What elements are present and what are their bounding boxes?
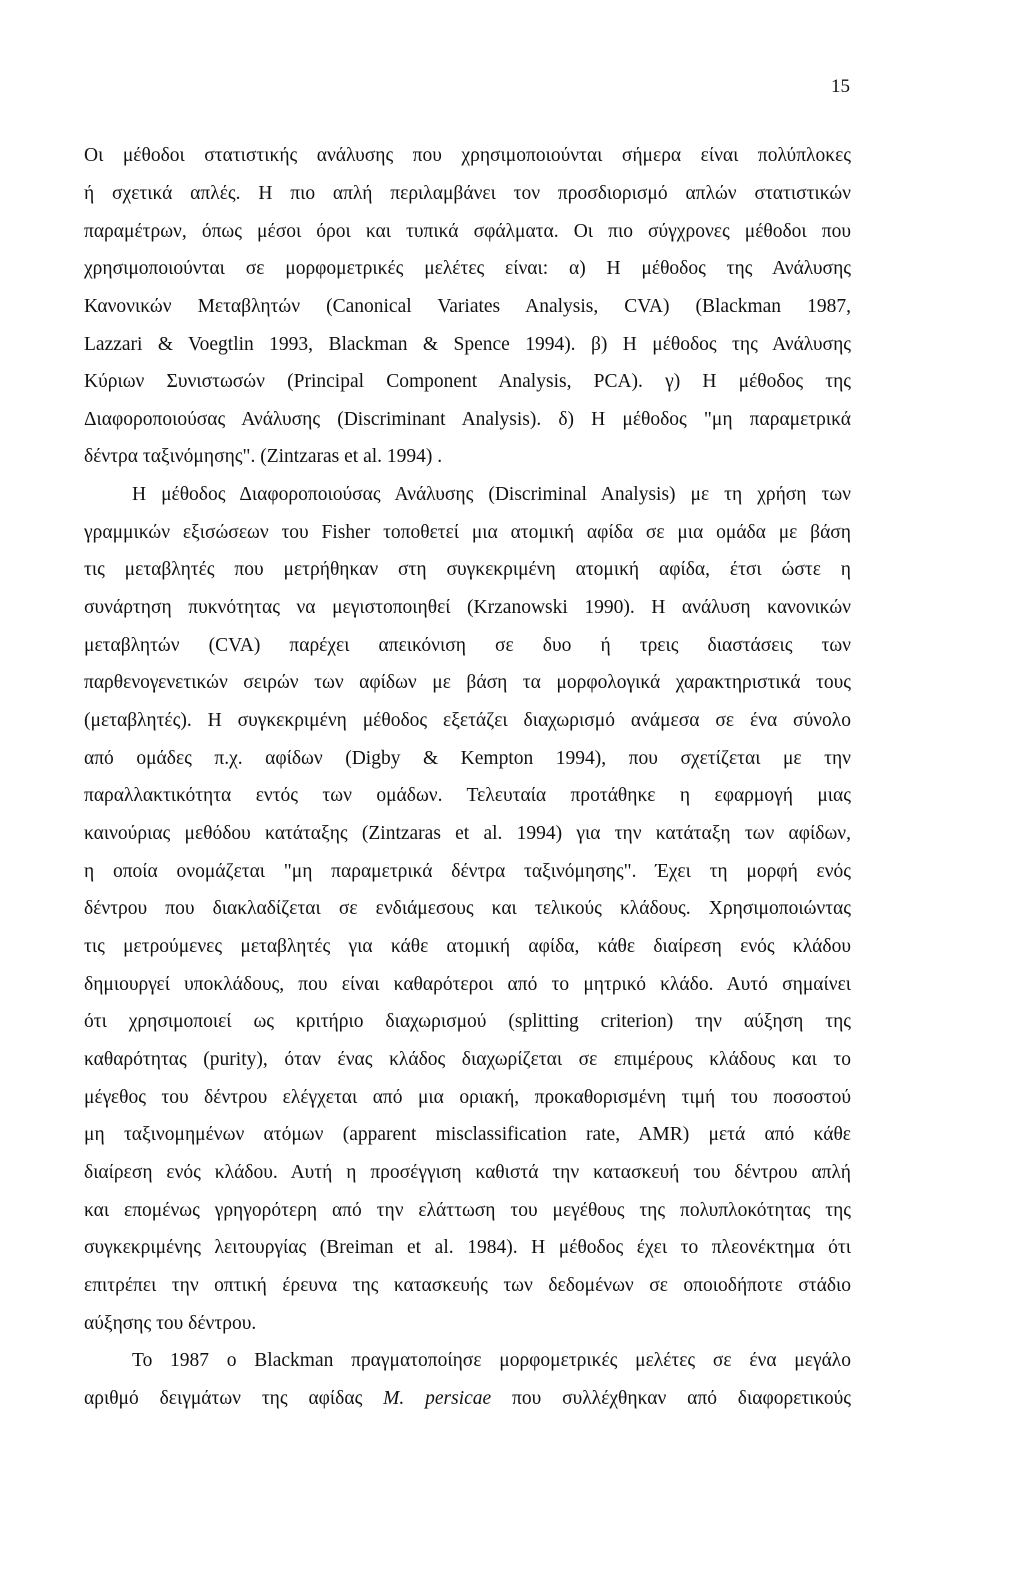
text-line: καθαρότητας (purity), όταν ένας κλάδος διαχωρίζεται σε επιμέρους κλάδους και το <box>84 1049 851 1070</box>
text-line: δέντρου που διακλαδίζεται σε ενδιάμεσους και τελικούς κλάδους. Χρησιμοποιώντας <box>84 898 851 919</box>
species-name: M. persicae <box>383 1388 492 1409</box>
text-line: παραλλακτικότητα εντός των ομάδων. Τελευταία προτάθηκε η εφαρμογή μιας <box>84 785 851 806</box>
text-line: τις μετρούμενες μεταβλητές για κάθε ατομική αφίδα, κάθε διαίρεση ενός κλάδου <box>84 936 851 957</box>
text-line: Διαφοροποιούσας Ανάλυσης (Discriminant Analysis). δ) Η μέθοδος "μη παραμετρικά <box>84 409 851 430</box>
text-line: γραμμικών εξισώσεων του Fisher τοποθετεί μια ατομική αφίδα σε μια ομάδα με βάση <box>84 522 851 543</box>
text-line: (μεταβλητές). Η συγκεκριμένη μέθοδος εξετάζει διαχωρισμό ανάμεσα σε ένα σύνολο <box>84 710 851 731</box>
text-line: παρθενογενετικών σειρών των αφίδων με βάση τα μορφολογικά χαρακτηριστικά τους <box>84 672 851 693</box>
text-line: Το 1987 ο Blackman πραγματοποίησε μορφομετρικές μελέτες σε ένα μεγάλο <box>132 1350 851 1371</box>
text-line: Οι μέθοδοι στατιστικής ανάλυσης που χρησιμοποιούνται σήμερα είναι πολύπλοκες <box>84 145 851 166</box>
text-fragment: αριθμό δειγμάτων της αφίδας <box>84 1388 384 1409</box>
text-line: αύξησης του δέντρου. <box>84 1313 257 1334</box>
text-line: επιτρέπει την οπτική έρευνα της κατασκευής των δεδομένων σε οποιοδήποτε στάδιο <box>84 1275 851 1296</box>
text-line: τις μεταβλητές που μετρήθηκαν στη συγκεκριμένη ατομική αφίδα, έτσι ώστε η <box>84 559 851 580</box>
text-line: και επομένως γρηγορότερη από την ελάττωση του μεγέθους της πολυπλοκότητας της <box>84 1200 851 1221</box>
text-line: η οποία ονομάζεται "μη παραμετρικά δέντρα ταξινόμησης". Έχει τη μορφή ενός <box>84 861 851 882</box>
text-line: χρησιμοποιούνται σε μορφομετρικές μελέτες είναι: α) Η μέθοδος της Ανάλυσης <box>84 258 851 279</box>
text-line: μεταβλητών (CVA) παρέχει απεικόνιση σε δυο ή τρεις διαστάσεις των <box>84 635 851 656</box>
text-line: μέγεθος του δέντρου ελέγχεται από μια οριακή, προκαθορισμένη τιμή του ποσοστού <box>84 1087 851 1108</box>
text-line: παραμέτρων, όπως μέσοι όροι και τυπικά σφάλματα. Οι πιο σύγχρονες μέθοδοι που <box>84 221 851 242</box>
text-line: από ομάδες π.χ. αφίδων (Digby & Kempton 1994), που σχετίζεται με την <box>84 748 851 769</box>
text-line: ότι χρησιμοποιεί ως κριτήριο διαχωρισμού (splitting criterion) την αύξηση της <box>84 1011 851 1032</box>
text-line: μη ταξινομημένων ατόμων (apparent misclassification rate, AMR) μετά από κάθε <box>84 1124 851 1145</box>
text-line: ή σχετικά απλές. Η πιο απλή περιλαμβάνει τον προσδιορισμό απλών στατιστικών <box>84 183 851 204</box>
text-line <box>84 1384 851 1414</box>
text-line: καινούριας μεθόδου κατάταξης (Zintzaras et al. 1994) για την κατάταξη των αφίδων, <box>84 823 851 844</box>
text-line: διαίρεση ενός κλάδου. Αυτή η προσέγγιση καθιστά την κατασκευή του δέντρου απλή <box>84 1162 851 1183</box>
text-line: δημιουργεί υποκλάδους, που είναι καθαρότεροι από το μητρικό κλάδο. Αυτό σημαίνει <box>84 974 851 995</box>
text-fragment: που συλλέχθηκαν από διαφορετικούς <box>491 1388 851 1409</box>
text-line: Κανονικών Μεταβλητών (Canonical Variates Analysis, CVA) (Blackman 1987, <box>84 296 851 317</box>
text-line: δέντρα ταξινόμησης". (Zintzaras et al. 1994) . <box>84 446 443 467</box>
text-line: συνάρτηση πυκνότητας να μεγιστοποιηθεί (Krzanowski 1990). Η ανάλυση κανονικών <box>84 597 851 618</box>
text-line: Η μέθοδος Διαφοροποιούσας Ανάλυσης (Discriminal Analysis) με τη χρήση των <box>132 484 851 505</box>
page-number: 15 <box>831 76 850 97</box>
text-line: συγκεκριμένης λειτουργίας (Breiman et al. 1984). Η μέθοδος έχει το πλεονέκτημα ότι <box>84 1237 851 1258</box>
text-line: Κύριων Συνιστωσών (Principal Component Analysis, PCA). γ) Η μέθοδος της <box>84 371 851 392</box>
text-line: Lazzari & Voegtlin 1993, Blackman & Spence 1994). β) Η μέθοδος της Ανάλυσης <box>84 334 851 355</box>
